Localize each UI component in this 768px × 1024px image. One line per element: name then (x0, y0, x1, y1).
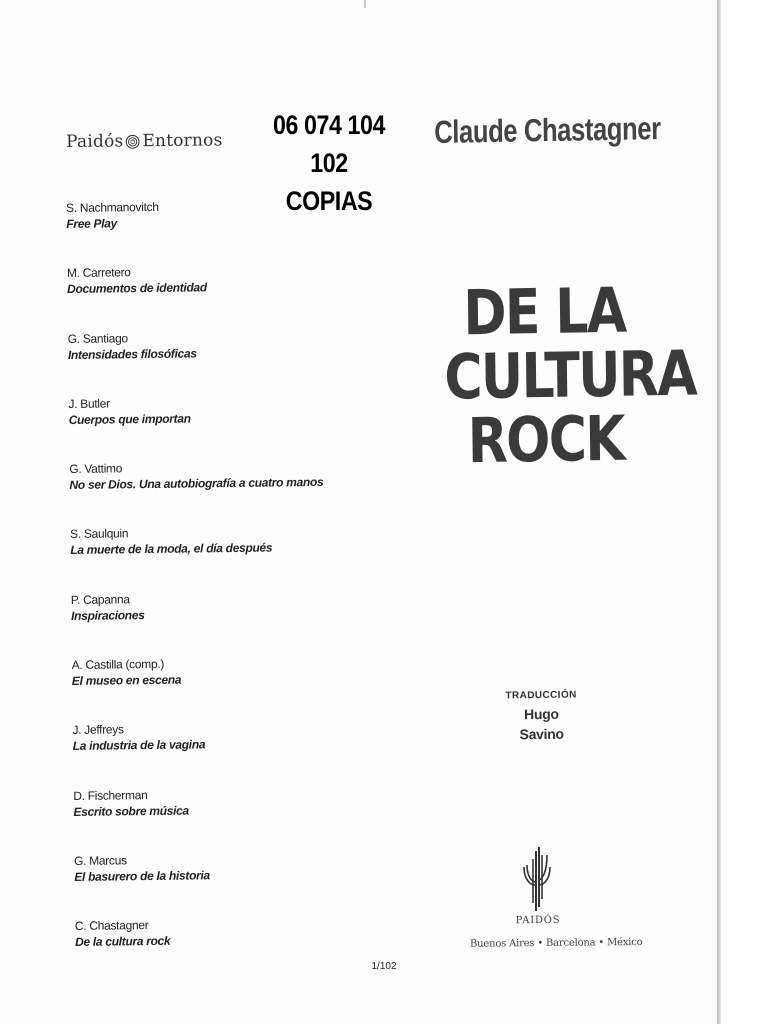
book-author: D. Fischerman (73, 787, 148, 803)
scan-margin (721, 0, 768, 1024)
book-title: No ser Dios. Una autobiografía a cuatro manos (69, 475, 324, 493)
book-title: Escrito sobre música (73, 803, 189, 819)
book-author: G. Marcus (73, 853, 127, 868)
stamp-copies: 102 COPIAS (285, 148, 373, 216)
book-author: J. Jeffreys (72, 722, 124, 738)
book-author: S. Saulquin (70, 526, 129, 542)
book-author: J. Butler (68, 396, 110, 411)
publisher-name: PAIDÓS (515, 914, 561, 927)
list-item (70, 523, 371, 592)
book-title: La industria de la vagina (72, 737, 206, 754)
title-line-2: CULTURA (443, 336, 697, 414)
list-item (66, 196, 367, 265)
list-item (72, 653, 373, 722)
scan-speck (364, 0, 366, 8)
title-line-1: DE LA (462, 273, 626, 350)
series-book-list (66, 196, 376, 983)
series-name-right: Entornos (142, 130, 223, 152)
book-title: Documentos de identidad (67, 280, 207, 297)
book-author: G. Santiago (67, 330, 128, 346)
book-author: M. Carretero (66, 265, 131, 281)
list-item (72, 719, 373, 788)
publisher-cities: Buenos Aires • Barcelona • México (469, 936, 643, 950)
stamp-code: 06 074 104 (273, 110, 385, 140)
paidos-swirl-icon (125, 134, 140, 149)
list-item (68, 327, 369, 396)
list-item (75, 915, 376, 984)
series-header (66, 130, 223, 152)
book-author: C. Chastagner (74, 918, 149, 934)
book-title: De la cultura rock (74, 934, 171, 950)
list-item (69, 458, 370, 527)
book-author: S. Nachmanovitch (66, 199, 159, 215)
paidos-publisher-logo-icon (520, 845, 554, 915)
book-title: La muerte de la moda, el día después (70, 540, 273, 558)
list-item (71, 588, 372, 657)
book-author-name: Claude Chastagner (434, 110, 661, 150)
translator-name: Hugo Savino (519, 705, 564, 743)
book-title: El museo en escena (71, 672, 182, 689)
main-book-title (443, 273, 697, 478)
book-author: P. Capanna (70, 592, 130, 607)
translation-label: TRADUCCIÓN (505, 689, 577, 702)
series-name-left: Paidós (66, 131, 124, 152)
list-item (68, 392, 369, 461)
book-title: Cuerpos que importan (68, 411, 191, 427)
book-author: G. Vattimo (69, 461, 123, 477)
book-title: Free Play (66, 216, 118, 231)
book-title: Inspiraciones (70, 607, 145, 623)
book-author: A. Castilla (comp.) (71, 656, 165, 673)
title-line-3: ROCK (467, 401, 625, 478)
list-item (73, 784, 374, 853)
book-title: Intensidades filosóficas (67, 346, 197, 362)
translation-credit (505, 687, 578, 744)
list-item (67, 262, 368, 331)
page-counter: 1/102 (371, 961, 397, 972)
list-item (74, 849, 375, 918)
book-title: El basurero de la historia (74, 868, 210, 884)
